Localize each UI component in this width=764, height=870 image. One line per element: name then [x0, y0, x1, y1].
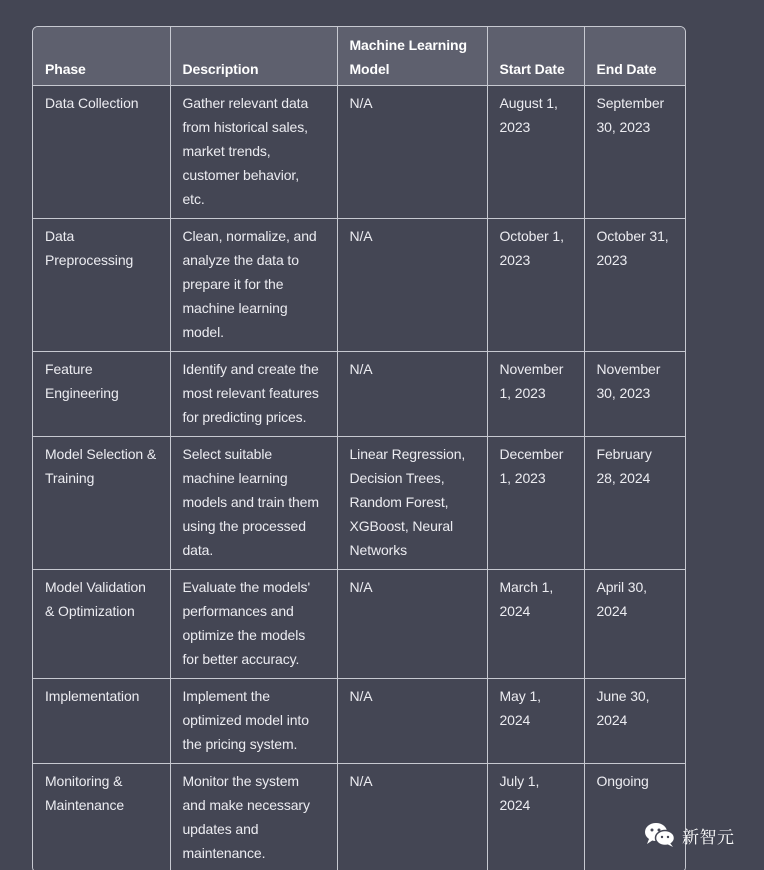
cell-ml-model: N/A [337, 352, 487, 437]
table-row [33, 352, 685, 437]
cell-ml-model: N/A [337, 570, 487, 679]
cell-phase: Data Preprocessing [33, 219, 170, 352]
cell-ml-model: N/A [337, 219, 487, 352]
cell-description: Clean, normalize, and analyze the data to prepare it for the machine learning model. [170, 219, 337, 352]
cell-description: Select suitable machine learning models and train them using the processed data. [170, 437, 337, 570]
watermark [644, 822, 735, 848]
cell-description: Identify and create the most relevant features for predicting prices. [170, 352, 337, 437]
cell-description: Implement the optimized model into the pricing system. [170, 679, 337, 764]
header-ml-model: Machine Learning Model [337, 27, 487, 86]
cell-end-date: Ongoing [584, 764, 685, 870]
table-row [33, 219, 685, 352]
project-timeline-table [32, 26, 686, 870]
header-start-date: Start Date [487, 27, 584, 86]
header-phase: Phase [33, 27, 170, 86]
cell-start-date: July 1, 2024 [487, 764, 584, 870]
cell-end-date: April 30, 2024 [584, 570, 685, 679]
cell-ml-model: N/A [337, 679, 487, 764]
cell-end-date: September 30, 2023 [584, 86, 685, 219]
table-row [33, 764, 685, 870]
cell-start-date: November 1, 2023 [487, 352, 584, 437]
cell-start-date: March 1, 2024 [487, 570, 584, 679]
cell-start-date: December 1, 2023 [487, 437, 584, 570]
header-description: Description [170, 27, 337, 86]
cell-ml-model: N/A [337, 86, 487, 219]
cell-phase: Data Collection [33, 86, 170, 219]
cell-end-date: June 30, 2024 [584, 679, 685, 764]
cell-start-date: May 1, 2024 [487, 679, 584, 764]
cell-end-date: November 30, 2023 [584, 352, 685, 437]
cell-phase: Model Validation & Optimization [33, 570, 170, 679]
cell-end-date: February 28, 2024 [584, 437, 685, 570]
cell-phase: Implementation [33, 679, 170, 764]
table-row [33, 679, 685, 764]
cell-description: Monitor the system and make necessary updates and maintenance. [170, 764, 337, 870]
wechat-icon [644, 822, 676, 848]
cell-description: Evaluate the models' performances and optimize the models for better accuracy. [170, 570, 337, 679]
cell-start-date: August 1, 2023 [487, 86, 584, 219]
cell-phase: Monitoring & Maintenance [33, 764, 170, 870]
cell-phase: Model Selection & Training [33, 437, 170, 570]
cell-ml-model: Linear Regression, Decision Trees, Random Forest, XGBoost, Neural Networks [337, 437, 487, 570]
cell-phase: Feature Engineering [33, 352, 170, 437]
cell-ml-model: N/A [337, 764, 487, 870]
header-end-date: End Date [584, 27, 685, 86]
cell-description: Gather relevant data from historical sales, market trends, customer behavior, etc. [170, 86, 337, 219]
table-header-row [33, 27, 685, 86]
table-row [33, 86, 685, 219]
table-row [33, 570, 685, 679]
cell-end-date: October 31, 2023 [584, 219, 685, 352]
table-row [33, 437, 685, 570]
cell-start-date: October 1, 2023 [487, 219, 584, 352]
watermark-text: 新智元 [682, 827, 735, 848]
